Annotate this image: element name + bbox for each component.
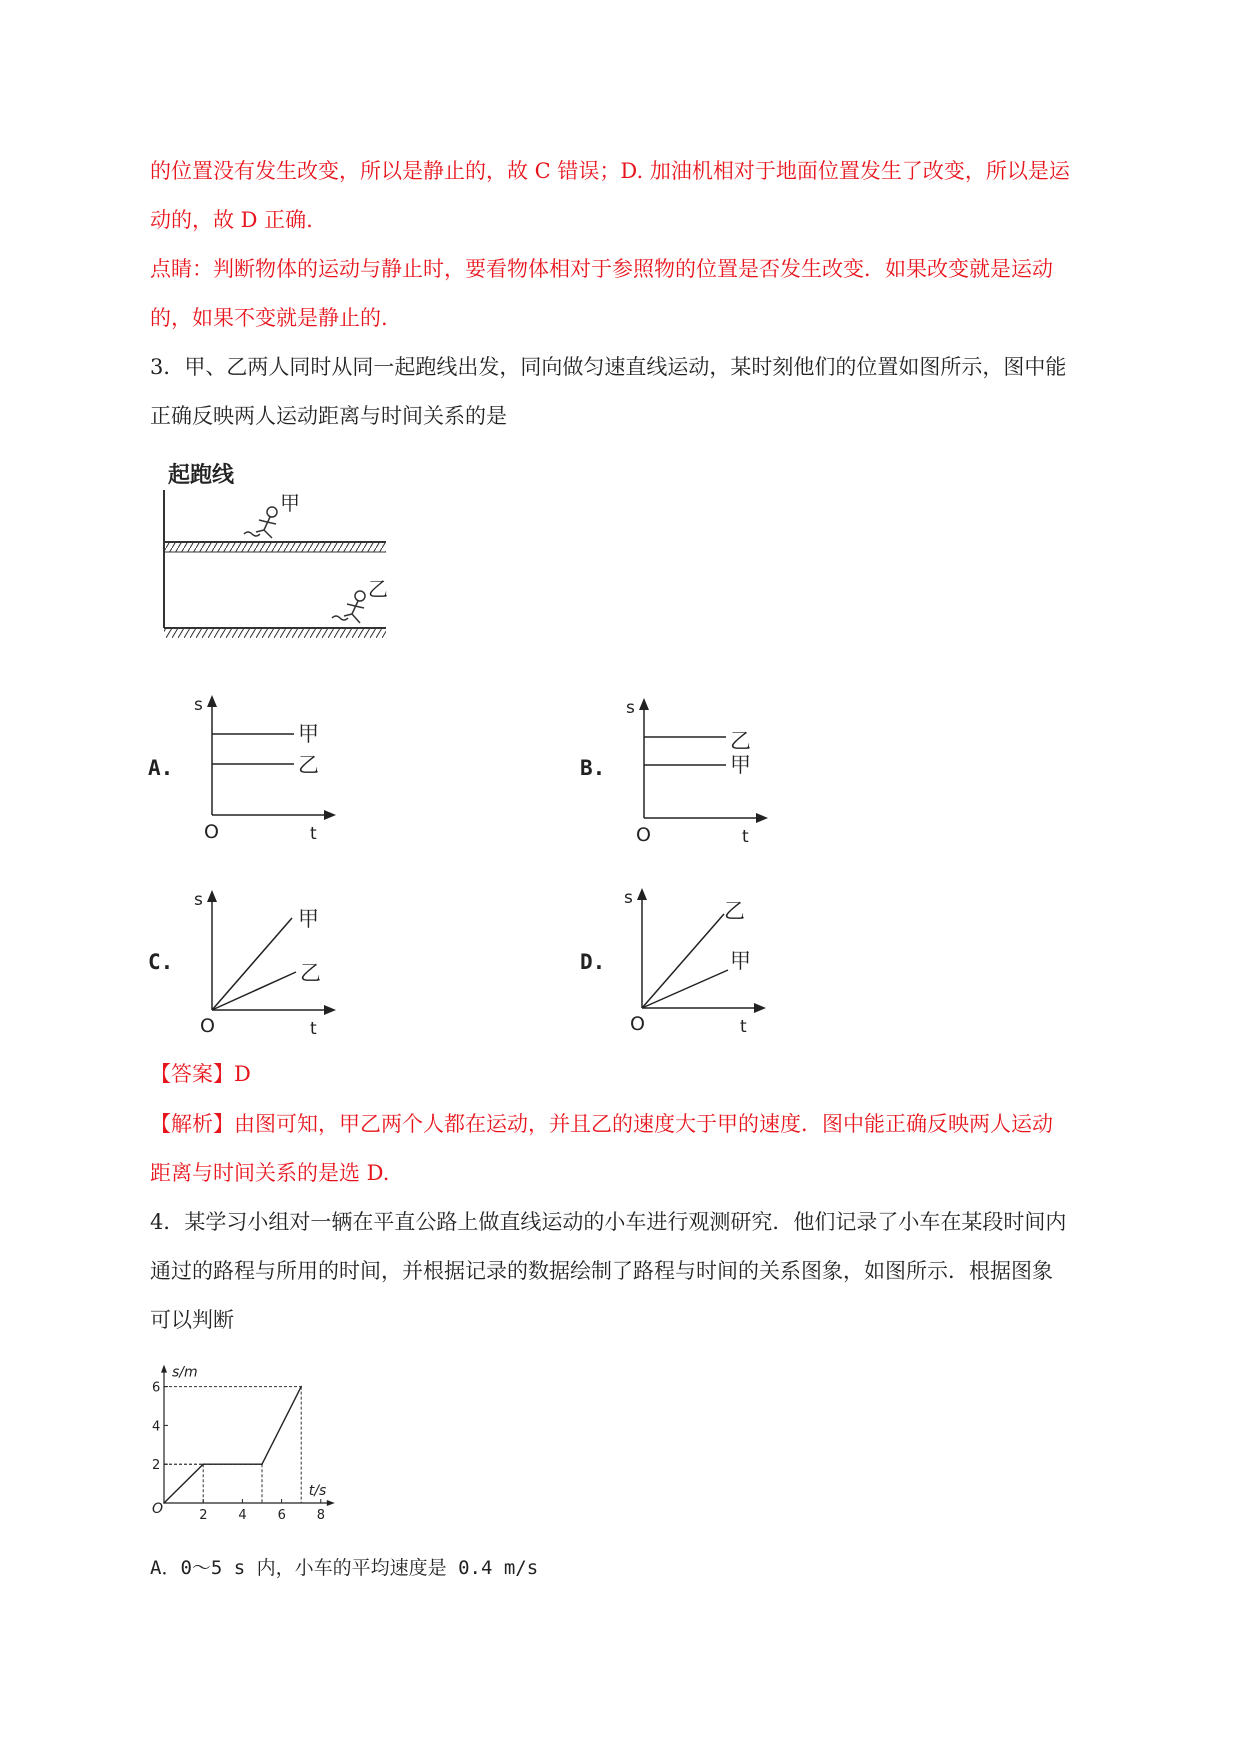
answer-value: D bbox=[234, 1062, 251, 1086]
q4-stem-line-1: 4．某学习小组对一辆在平直公路上做直线运动的小车进行观测研究．他们记录了小车在某段时间内 bbox=[150, 1210, 1067, 1234]
label-bottom: 甲 bbox=[730, 753, 751, 777]
option-d-label: D. bbox=[580, 950, 606, 974]
label-bottom: 乙 bbox=[300, 961, 321, 985]
y-axis-label: s/m bbox=[172, 1364, 198, 1381]
q4-stem-line-3: 可以判断 bbox=[150, 1308, 234, 1332]
runner-b-label: 乙 bbox=[368, 577, 388, 601]
runner-a-label: 甲 bbox=[280, 491, 300, 515]
x-axis-label: t/s bbox=[308, 1483, 327, 1499]
lane-1-hatch bbox=[164, 542, 386, 552]
y-arrow-icon bbox=[207, 695, 217, 707]
runner-a-icon bbox=[244, 507, 277, 538]
start-line-label: 起跑线 bbox=[168, 463, 235, 488]
q3-stem-line-2: 正确反映两人运动距离与时间关系的是 bbox=[150, 404, 507, 428]
label-top: 甲 bbox=[298, 722, 319, 746]
x-tick-label: 8 bbox=[316, 1508, 326, 1523]
q3-answer bbox=[150, 1060, 251, 1088]
explanation-line-2: 动的，故 D 正确. bbox=[150, 208, 313, 232]
data-point bbox=[202, 1463, 204, 1465]
q4-stem-line-2: 通过的路程与所用的时间，并根据记录的数据绘制了路程与时间的关系图象，如图所示．根据图象 bbox=[150, 1259, 1053, 1283]
option-c-graph bbox=[190, 890, 350, 1040]
origin-label: O bbox=[200, 1015, 215, 1037]
x-arrow-icon bbox=[324, 1005, 336, 1015]
analysis-tag: 【解析】 bbox=[150, 1112, 234, 1136]
data-point bbox=[261, 1463, 263, 1465]
y-arrow-icon bbox=[639, 698, 649, 710]
y-tick-label: 2 bbox=[152, 1458, 161, 1474]
data-point bbox=[300, 1386, 302, 1388]
y-tick-label: 6 bbox=[152, 1380, 161, 1396]
x-arrow-icon bbox=[327, 1500, 335, 1506]
x-axis-label: t bbox=[310, 1019, 317, 1039]
y-axis-label: s bbox=[194, 695, 203, 715]
answer-tag: 【答案】 bbox=[150, 1062, 234, 1086]
y-arrow-icon bbox=[207, 890, 217, 902]
y-tick-label: 4 bbox=[152, 1419, 161, 1435]
line-bottom bbox=[212, 972, 296, 1010]
y-arrow-icon bbox=[637, 888, 647, 900]
q4-option-a: A．0～5 s 内，小车的平均速度是 0.4 m/s bbox=[150, 1557, 539, 1579]
q3-analysis-line-2: 距离与时间关系的是选 D. bbox=[150, 1161, 390, 1185]
x-axis-label: t bbox=[310, 824, 317, 844]
x-tick-label: 4 bbox=[238, 1508, 247, 1523]
option-a-label: A. bbox=[148, 756, 174, 780]
x-axis-label: t bbox=[742, 827, 749, 847]
series-line bbox=[164, 1387, 301, 1503]
label-bottom: 甲 bbox=[730, 949, 751, 973]
x-tick-label: 6 bbox=[277, 1508, 286, 1523]
option-b-graph bbox=[622, 698, 782, 848]
runner-b-icon bbox=[332, 591, 365, 623]
q3-stem-line-1: 3．甲、乙两人同时从同一起跑线出发，同向做匀速直线运动，某时刻他们的位置如图所示，图中能 bbox=[150, 355, 1067, 379]
x-arrow-icon bbox=[756, 813, 768, 823]
label-top: 甲 bbox=[298, 907, 319, 931]
x-axis-label: t bbox=[740, 1017, 747, 1037]
label-bottom: 乙 bbox=[298, 753, 319, 777]
explanation-line-1: 的位置没有发生改变，所以是静止的，故 C 错误；D. 加油机相对于地面位置发生了改变，所以是运 bbox=[150, 159, 1070, 183]
label-top: 乙 bbox=[724, 899, 745, 923]
tip-line-2: 的，如果不变就是静止的. bbox=[150, 306, 388, 330]
origin-label: O bbox=[630, 1013, 645, 1035]
option-b-label: B. bbox=[580, 756, 606, 780]
tip-line-1: 点睛：判断物体的运动与静止时，要看物体相对于参照物的位置是否发生改变．如果改变就是运动 bbox=[150, 257, 1053, 281]
origin-label: O bbox=[636, 824, 651, 846]
line-top bbox=[212, 918, 292, 1010]
option-d-graph bbox=[620, 888, 780, 1038]
label-top: 乙 bbox=[730, 729, 751, 753]
y-arrow-icon bbox=[161, 1365, 167, 1373]
lane-2-hatch bbox=[164, 628, 386, 638]
line-bottom bbox=[642, 970, 728, 1008]
y-axis-label: s bbox=[624, 888, 633, 908]
data-point bbox=[163, 1502, 165, 1504]
y-axis-label: s bbox=[626, 698, 635, 718]
x-arrow-icon bbox=[754, 1003, 766, 1013]
option-a-graph bbox=[190, 695, 350, 845]
origin-label: O bbox=[204, 821, 219, 843]
analysis-text-1: 由图可知，甲乙两个人都在运动，并且乙的速度大于甲的速度．图中能正确反映两人运动 bbox=[234, 1112, 1053, 1136]
track-figure bbox=[160, 458, 400, 648]
option-c-label: C. bbox=[148, 950, 174, 974]
q3-analysis-line-1 bbox=[150, 1110, 1053, 1138]
st-chart bbox=[150, 1355, 390, 1535]
x-arrow-icon bbox=[324, 810, 336, 820]
x-tick-label: 2 bbox=[199, 1508, 208, 1523]
line-top bbox=[642, 914, 724, 1008]
origin-label: O bbox=[152, 1501, 164, 1517]
y-axis-label: s bbox=[194, 890, 203, 910]
